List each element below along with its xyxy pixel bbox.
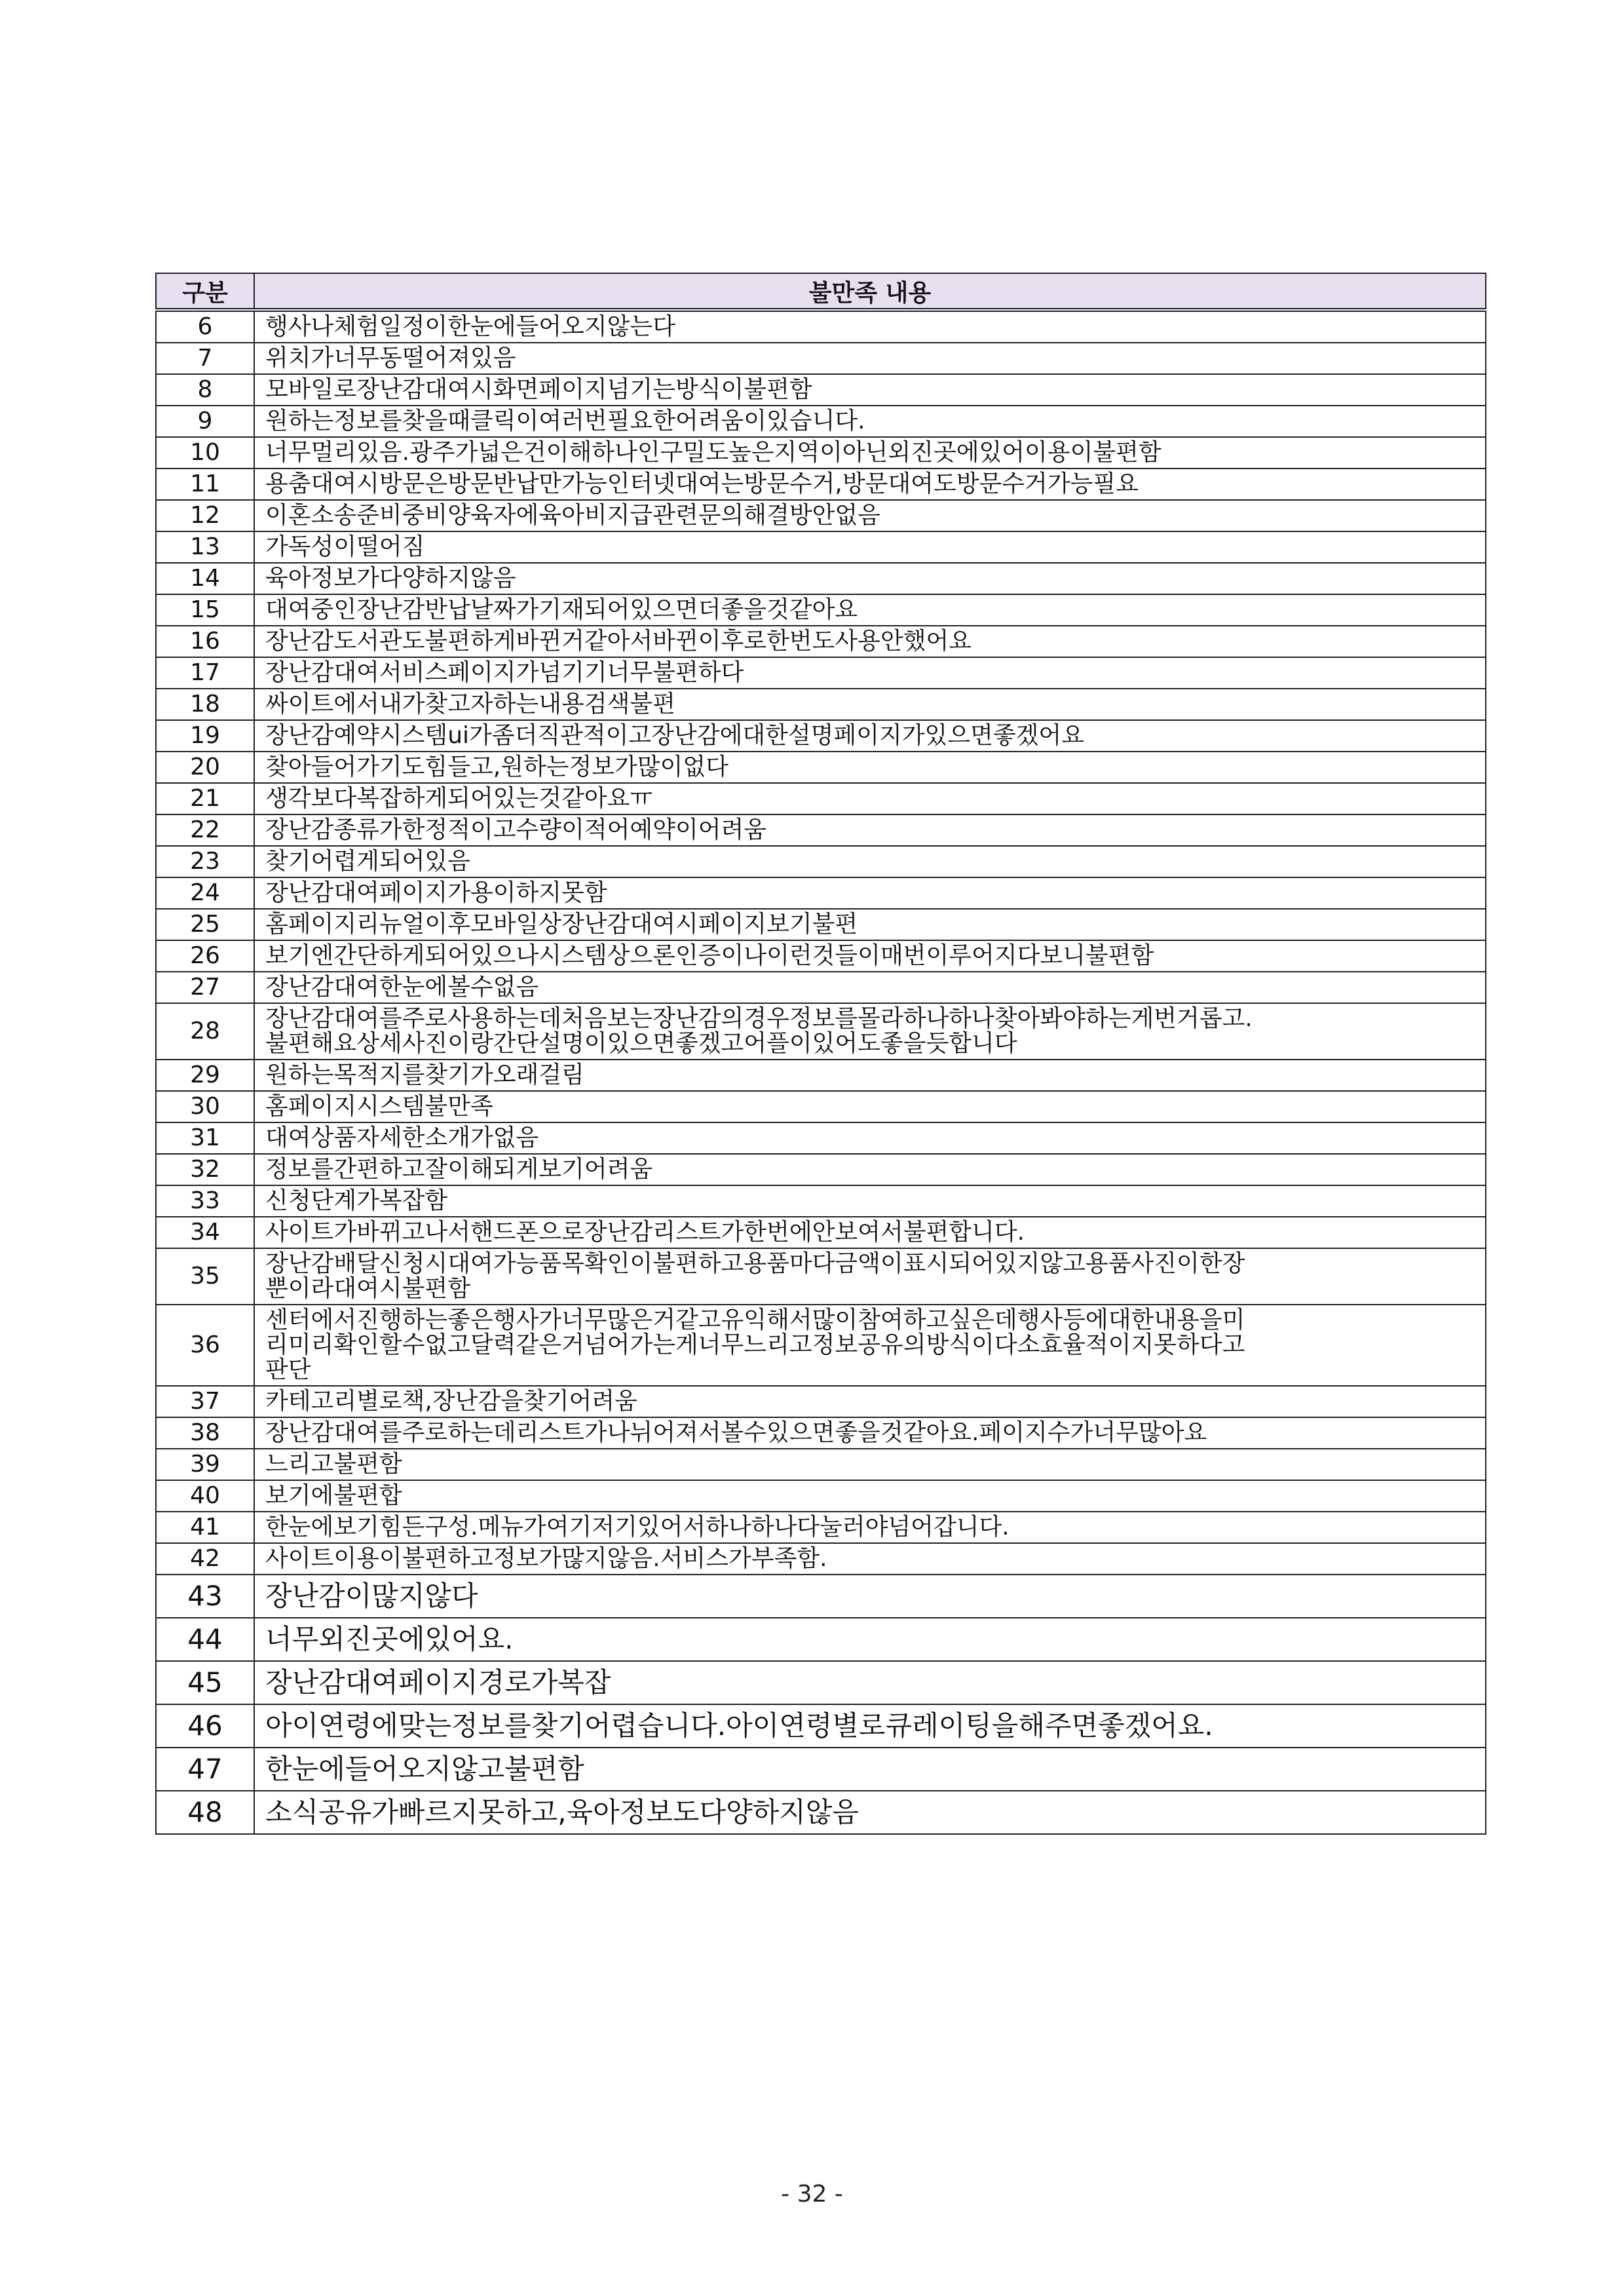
row-complaint-text: 신청단계가복잡함 — [254, 1185, 1486, 1217]
row-complaint-text: 찾아들어가기도힘들고,원하는정보가많이없다 — [254, 752, 1486, 783]
row-number: 18 — [156, 689, 254, 720]
row-complaint-text: 이혼소송준비중비양육자에육아비지급관련문의해결방안없음 — [254, 500, 1486, 531]
table-row — [156, 1154, 1486, 1185]
row-number: 27 — [156, 972, 254, 1003]
row-complaint-text: 원하는정보를찾을때클릭이여러번필요한어려움이있습니다. — [254, 406, 1486, 437]
table-row — [156, 500, 1486, 531]
row-complaint-text: 육아정보가다양하지않음 — [254, 563, 1486, 594]
table-row — [156, 783, 1486, 814]
table-row — [156, 1003, 1486, 1060]
table-row — [156, 909, 1486, 940]
row-number: 31 — [156, 1122, 254, 1154]
row-complaint-text: 대여상품자세한소개가없음 — [254, 1122, 1486, 1154]
row-complaint-text: 원하는목적지를찾기가오래걸림 — [254, 1060, 1486, 1091]
header-complaint-content: 불만족 내용 — [254, 273, 1486, 310]
row-complaint-text: 싸이트에서내가찾고자하는내용검색불편 — [254, 689, 1486, 720]
row-number: 42 — [156, 1543, 254, 1575]
table-row — [156, 814, 1486, 846]
table-row — [156, 1449, 1486, 1480]
table-row — [156, 752, 1486, 783]
row-number: 14 — [156, 563, 254, 594]
row-number: 23 — [156, 846, 254, 877]
table-row — [156, 940, 1486, 972]
row-number: 47 — [156, 1748, 254, 1791]
table-row — [156, 1217, 1486, 1248]
row-complaint-text: 찾기어렵게되어있음 — [254, 846, 1486, 877]
row-complaint-text: 보기에불편합 — [254, 1480, 1486, 1512]
row-complaint-text: 너무외진곳에있어요. — [254, 1618, 1486, 1661]
row-number: 11 — [156, 469, 254, 500]
table-row — [156, 1748, 1486, 1791]
row-complaint-text: 홈페이지시스템불만족 — [254, 1091, 1486, 1122]
row-complaint-text: 장난감대여페이지경로가복잡 — [254, 1661, 1486, 1704]
row-number: 48 — [156, 1791, 254, 1834]
table-row — [156, 1060, 1486, 1091]
row-number: 45 — [156, 1661, 254, 1704]
row-complaint-text: 사이트이용이불편하고정보가많지않음.서비스가부족함. — [254, 1543, 1486, 1575]
table-header-row — [156, 273, 1486, 310]
row-complaint-text: 장난감대여서비스페이지가넘기기너무불편하다 — [254, 657, 1486, 689]
table-row — [156, 563, 1486, 594]
row-complaint-text: 생각보다복잡하게되어있는것같아요ㅠ — [254, 783, 1486, 814]
row-number: 28 — [156, 1003, 254, 1060]
header-category: 구분 — [156, 273, 254, 310]
row-complaint-text: 소식공유가빠르지못하고,육아정보도다양하지않음 — [254, 1791, 1486, 1834]
table-row — [156, 1248, 1486, 1305]
table-row — [156, 1575, 1486, 1618]
table-row — [156, 846, 1486, 877]
row-complaint-text: 너무멀리있음.광주가넓은건이해하나인구밀도높은지역이아닌외진곳에있어이용이불편함 — [254, 437, 1486, 469]
row-complaint-text: 보기엔간단하게되어있으나시스템상으론인증이나이런것들이매번이루어지다보니불편함 — [254, 940, 1486, 972]
table-row — [156, 1480, 1486, 1512]
row-number: 33 — [156, 1185, 254, 1217]
table-row — [156, 1122, 1486, 1154]
row-number: 10 — [156, 437, 254, 469]
row-complaint-text: 장난감도서관도불편하게바뀐거같아서바뀐이후로한번도사용안했어요 — [254, 626, 1486, 657]
row-complaint-text: 장난감대여한눈에볼수없음 — [254, 972, 1486, 1003]
row-complaint-text: 위치가너무동떨어져있음 — [254, 343, 1486, 374]
row-complaint-text: 정보를간편하고잘이해되게보기어려움 — [254, 1154, 1486, 1185]
table-row — [156, 469, 1486, 500]
row-number: 8 — [156, 374, 254, 406]
row-number: 17 — [156, 657, 254, 689]
row-number: 38 — [156, 1417, 254, 1449]
row-number: 7 — [156, 343, 254, 374]
table-row — [156, 1091, 1486, 1122]
table-row — [156, 406, 1486, 437]
row-number: 44 — [156, 1618, 254, 1661]
table-row — [156, 877, 1486, 909]
table-row — [156, 689, 1486, 720]
row-number: 34 — [156, 1217, 254, 1248]
table-row — [156, 1618, 1486, 1661]
table-row — [156, 374, 1486, 406]
row-number: 13 — [156, 531, 254, 563]
row-number: 43 — [156, 1575, 254, 1618]
row-number: 25 — [156, 909, 254, 940]
row-complaint-text: 아이연령에맞는정보를찾기어렵습니다.아이연령별로큐레이팅을해주면좋겠어요. — [254, 1704, 1486, 1748]
complaints-table — [155, 273, 1486, 1835]
table-row — [156, 594, 1486, 626]
table-row — [156, 1305, 1486, 1386]
row-number: 16 — [156, 626, 254, 657]
row-number: 32 — [156, 1154, 254, 1185]
table-row — [156, 343, 1486, 374]
row-complaint-text: 장난감배달신청시대여가능품목확인이불편하고용품마다금액이표시되어있지않고용품사진이한장 뿐이라대여시불편함 — [254, 1248, 1486, 1305]
row-number: 24 — [156, 877, 254, 909]
row-number: 46 — [156, 1704, 254, 1748]
table-row — [156, 626, 1486, 657]
row-complaint-text: 장난감대여를주로하는데리스트가나뉘어져서볼수있으면좋을것같아요.페이지수가너무많아요 — [254, 1417, 1486, 1449]
row-complaint-text: 홈페이지리뉴얼이후모바일상장난감대여시페이지보기불편 — [254, 909, 1486, 940]
table-row — [156, 1543, 1486, 1575]
row-complaint-text: 카테고리별로책,장난감을찾기어려움 — [254, 1386, 1486, 1417]
row-number: 29 — [156, 1060, 254, 1091]
table-row — [156, 437, 1486, 469]
table-row — [156, 720, 1486, 752]
row-number: 41 — [156, 1512, 254, 1543]
row-number: 36 — [156, 1305, 254, 1386]
row-complaint-text: 행사나체험일정이한눈에들어오지않는다 — [254, 310, 1486, 343]
table-row — [156, 1386, 1486, 1417]
row-complaint-text: 사이트가바뀌고나서핸드폰으로장난감리스트가한번에안보여서불편합니다. — [254, 1217, 1486, 1248]
table-row — [156, 972, 1486, 1003]
row-complaint-text: 장난감이많지않다 — [254, 1575, 1486, 1618]
row-complaint-text: 센터에서진행하는좋은행사가너무많은거같고유익해서많이참여하고싶은데행사등에대한내용을미 리미리확인할수없고달력같은거넘어가는게너무느리고정보공유의방식이다소효율적이지못하다고 판단 — [254, 1305, 1486, 1386]
row-complaint-text: 느리고불편함 — [254, 1449, 1486, 1480]
row-number: 39 — [156, 1449, 254, 1480]
page-number: - 32 - — [781, 2181, 843, 2208]
table-row — [156, 1791, 1486, 1834]
row-complaint-text: 장난감대여를주로사용하는데처음보는장난감의경우정보를몰라하나하나찾아봐야하는게번거롭고. 불편해요상세사진이랑간단설명이있으면좋겠고어플이있어도좋을듯합니다 — [254, 1003, 1486, 1060]
row-complaint-text: 용춤대여시방문은방문반납만가능인터넷대여는방문수거,방문대여도방문수거가능필요 — [254, 469, 1486, 500]
table-row — [156, 1661, 1486, 1704]
row-number: 26 — [156, 940, 254, 972]
row-number: 9 — [156, 406, 254, 437]
row-number: 19 — [156, 720, 254, 752]
row-complaint-text: 장난감예약시스템ui가좀더직관적이고장난감에대한설명페이지가있으면좋겠어요 — [254, 720, 1486, 752]
row-complaint-text: 한눈에들어오지않고불편함 — [254, 1748, 1486, 1791]
row-complaint-text: 대여중인장난감반납날짜가기재되어있으면더좋을것같아요 — [254, 594, 1486, 626]
table-row — [156, 1512, 1486, 1543]
row-complaint-text: 가독성이떨어짐 — [254, 531, 1486, 563]
row-complaint-text: 장난감대여페이지가용이하지못함 — [254, 877, 1486, 909]
row-number: 40 — [156, 1480, 254, 1512]
table-row — [156, 531, 1486, 563]
row-number: 30 — [156, 1091, 254, 1122]
row-number: 37 — [156, 1386, 254, 1417]
row-number: 6 — [156, 310, 254, 343]
row-number: 15 — [156, 594, 254, 626]
table-row — [156, 1704, 1486, 1748]
row-complaint-text: 장난감종류가한정적이고수량이적어예약이어려움 — [254, 814, 1486, 846]
table-row — [156, 657, 1486, 689]
table-row — [156, 1417, 1486, 1449]
row-complaint-text: 모바일로장난감대여시화면페이지넘기는방식이불편함 — [254, 374, 1486, 406]
row-number: 21 — [156, 783, 254, 814]
row-complaint-text: 한눈에보기힘든구성.메뉴가여기저기있어서하나하나다눌러야넘어갑니다. — [254, 1512, 1486, 1543]
row-number: 22 — [156, 814, 254, 846]
row-number: 12 — [156, 500, 254, 531]
row-number: 35 — [156, 1248, 254, 1305]
table-row — [156, 310, 1486, 343]
table-row — [156, 1185, 1486, 1217]
row-number: 20 — [156, 752, 254, 783]
